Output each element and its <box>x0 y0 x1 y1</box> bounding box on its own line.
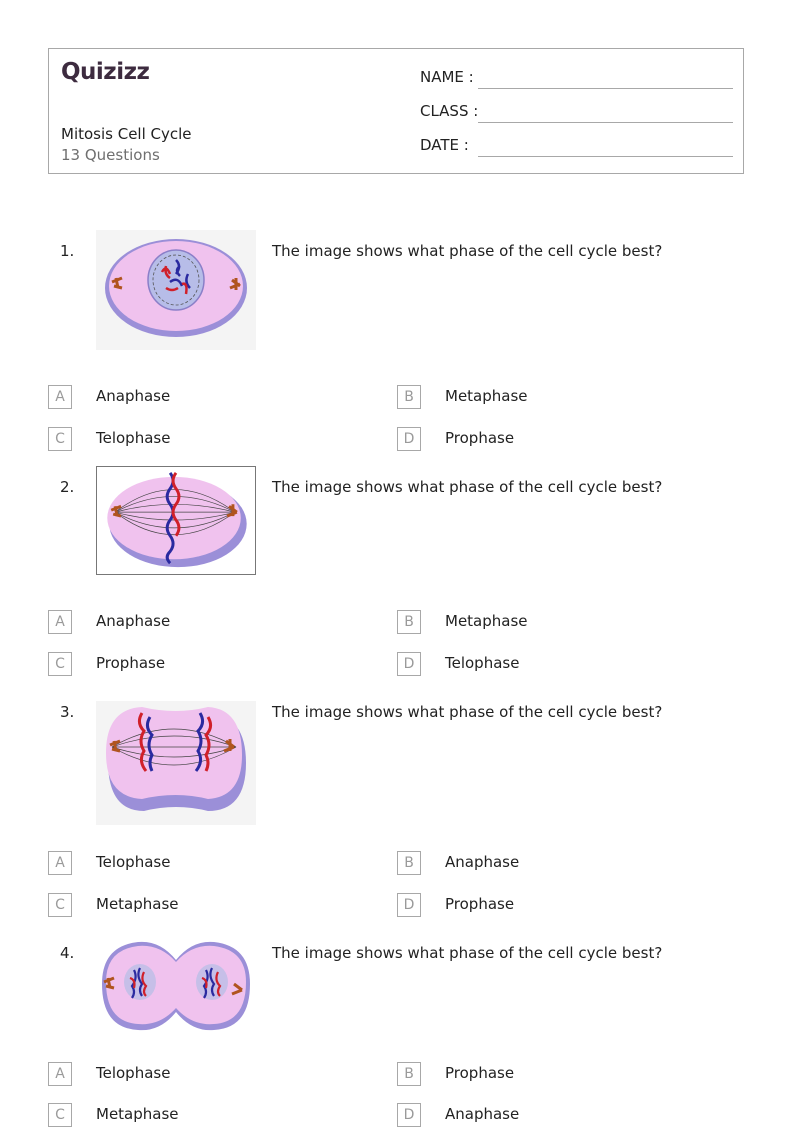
question-number: 2. <box>60 478 75 496</box>
question-text: The image shows what phase of the cell cycle best? <box>272 703 663 721</box>
option-text: Telophase <box>96 853 171 871</box>
option-letter: D <box>397 427 421 451</box>
option-b[interactable] <box>397 851 697 875</box>
option-text: Anaphase <box>445 853 520 871</box>
worksheet-title: Mitosis Cell Cycle <box>61 125 192 143</box>
option-c[interactable] <box>48 1103 348 1127</box>
option-d[interactable] <box>397 652 697 676</box>
option-text: Anaphase <box>96 612 171 630</box>
date-label: DATE : <box>420 136 469 154</box>
option-letter: B <box>397 851 421 875</box>
date-field <box>420 136 733 160</box>
option-d[interactable] <box>397 893 697 917</box>
date-line[interactable] <box>478 156 733 157</box>
option-text: Metaphase <box>96 895 179 913</box>
option-a[interactable] <box>48 385 348 409</box>
option-d[interactable] <box>397 427 697 451</box>
anaphase-cell-image <box>96 701 256 825</box>
option-letter: A <box>48 610 72 634</box>
name-label: NAME : <box>420 68 474 86</box>
name-line[interactable] <box>478 88 733 89</box>
question-text: The image shows what phase of the cell cycle best? <box>272 242 663 260</box>
option-text: Telophase <box>445 654 520 672</box>
option-letter: B <box>397 1062 421 1086</box>
question-number: 3. <box>60 703 75 721</box>
telophase-cell-image <box>96 938 256 1038</box>
option-text: Metaphase <box>445 387 528 405</box>
option-letter: C <box>48 427 72 451</box>
option-text: Prophase <box>445 895 515 913</box>
class-line[interactable] <box>478 122 733 123</box>
question-text: The image shows what phase of the cell cycle best? <box>272 944 663 962</box>
option-letter: A <box>48 1062 72 1086</box>
option-text: Prophase <box>445 1064 515 1082</box>
option-c[interactable] <box>48 652 348 676</box>
option-letter: B <box>397 385 421 409</box>
option-d[interactable] <box>397 1103 697 1127</box>
option-text: Metaphase <box>445 612 528 630</box>
class-field <box>420 102 733 126</box>
option-letter: A <box>48 385 72 409</box>
metaphase-cell-image <box>96 466 256 575</box>
option-text: Prophase <box>445 429 515 447</box>
option-text: Telophase <box>96 1064 171 1082</box>
option-a[interactable] <box>48 851 348 875</box>
option-text: Anaphase <box>96 387 171 405</box>
option-letter: B <box>397 610 421 634</box>
option-a[interactable] <box>48 610 348 634</box>
option-text: Prophase <box>96 654 166 672</box>
option-letter: D <box>397 893 421 917</box>
option-text: Anaphase <box>445 1105 520 1123</box>
option-b[interactable] <box>397 1062 697 1086</box>
name-field <box>420 68 733 92</box>
option-letter: D <box>397 652 421 676</box>
option-letter: D <box>397 1103 421 1127</box>
prophase-cell-image <box>96 230 256 350</box>
question-count: 13 Questions <box>61 146 160 164</box>
question-text: The image shows what phase of the cell cycle best? <box>272 478 663 496</box>
quizizz-logo: Quizizz <box>61 59 150 85</box>
option-b[interactable] <box>397 385 697 409</box>
option-b[interactable] <box>397 610 697 634</box>
option-letter: C <box>48 1103 72 1127</box>
option-c[interactable] <box>48 427 348 451</box>
option-letter: C <box>48 893 72 917</box>
class-label: CLASS : <box>420 102 479 120</box>
option-text: Telophase <box>96 429 171 447</box>
option-letter: C <box>48 652 72 676</box>
worksheet-header <box>48 48 744 174</box>
option-text: Metaphase <box>96 1105 179 1123</box>
option-c[interactable] <box>48 893 348 917</box>
option-a[interactable] <box>48 1062 348 1086</box>
question-number: 4. <box>60 944 75 962</box>
option-letter: A <box>48 851 72 875</box>
question-number: 1. <box>60 242 75 260</box>
